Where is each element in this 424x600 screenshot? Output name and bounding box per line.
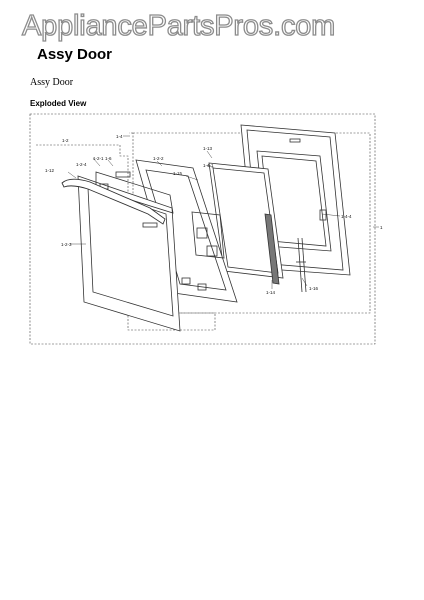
section-heading: Exploded View	[30, 99, 87, 108]
callout-1-2-1: 1-2-1	[93, 156, 104, 161]
page-title: Assy Door	[37, 46, 113, 63]
callout-1-2-3: 1-2-3	[61, 242, 72, 247]
callout-1-15: 1-15	[173, 171, 183, 176]
callout-1-4-1: 1-4-1	[203, 163, 214, 168]
callout-1-14: 1-14	[266, 290, 276, 295]
callout-1-13: 1-13	[203, 146, 213, 151]
callout-1: 1	[380, 225, 383, 230]
callout-1-4: 1-4	[116, 134, 123, 139]
callout-1-2-2: 1-2-2	[153, 156, 164, 161]
callout-1-16: 1-16	[309, 286, 319, 291]
callout-1-12: 1-12	[45, 168, 55, 173]
callout-1-2-4: 1-2-4	[76, 162, 87, 167]
page-subtitle: Assy Door	[30, 77, 74, 88]
callout-1-4-4: 1-4-4	[341, 214, 352, 219]
callout-1-6: 1-6	[105, 156, 112, 161]
callout-1-2: 1-2	[62, 138, 69, 143]
site-watermark: AppliancePartsPros.com	[22, 10, 336, 42]
